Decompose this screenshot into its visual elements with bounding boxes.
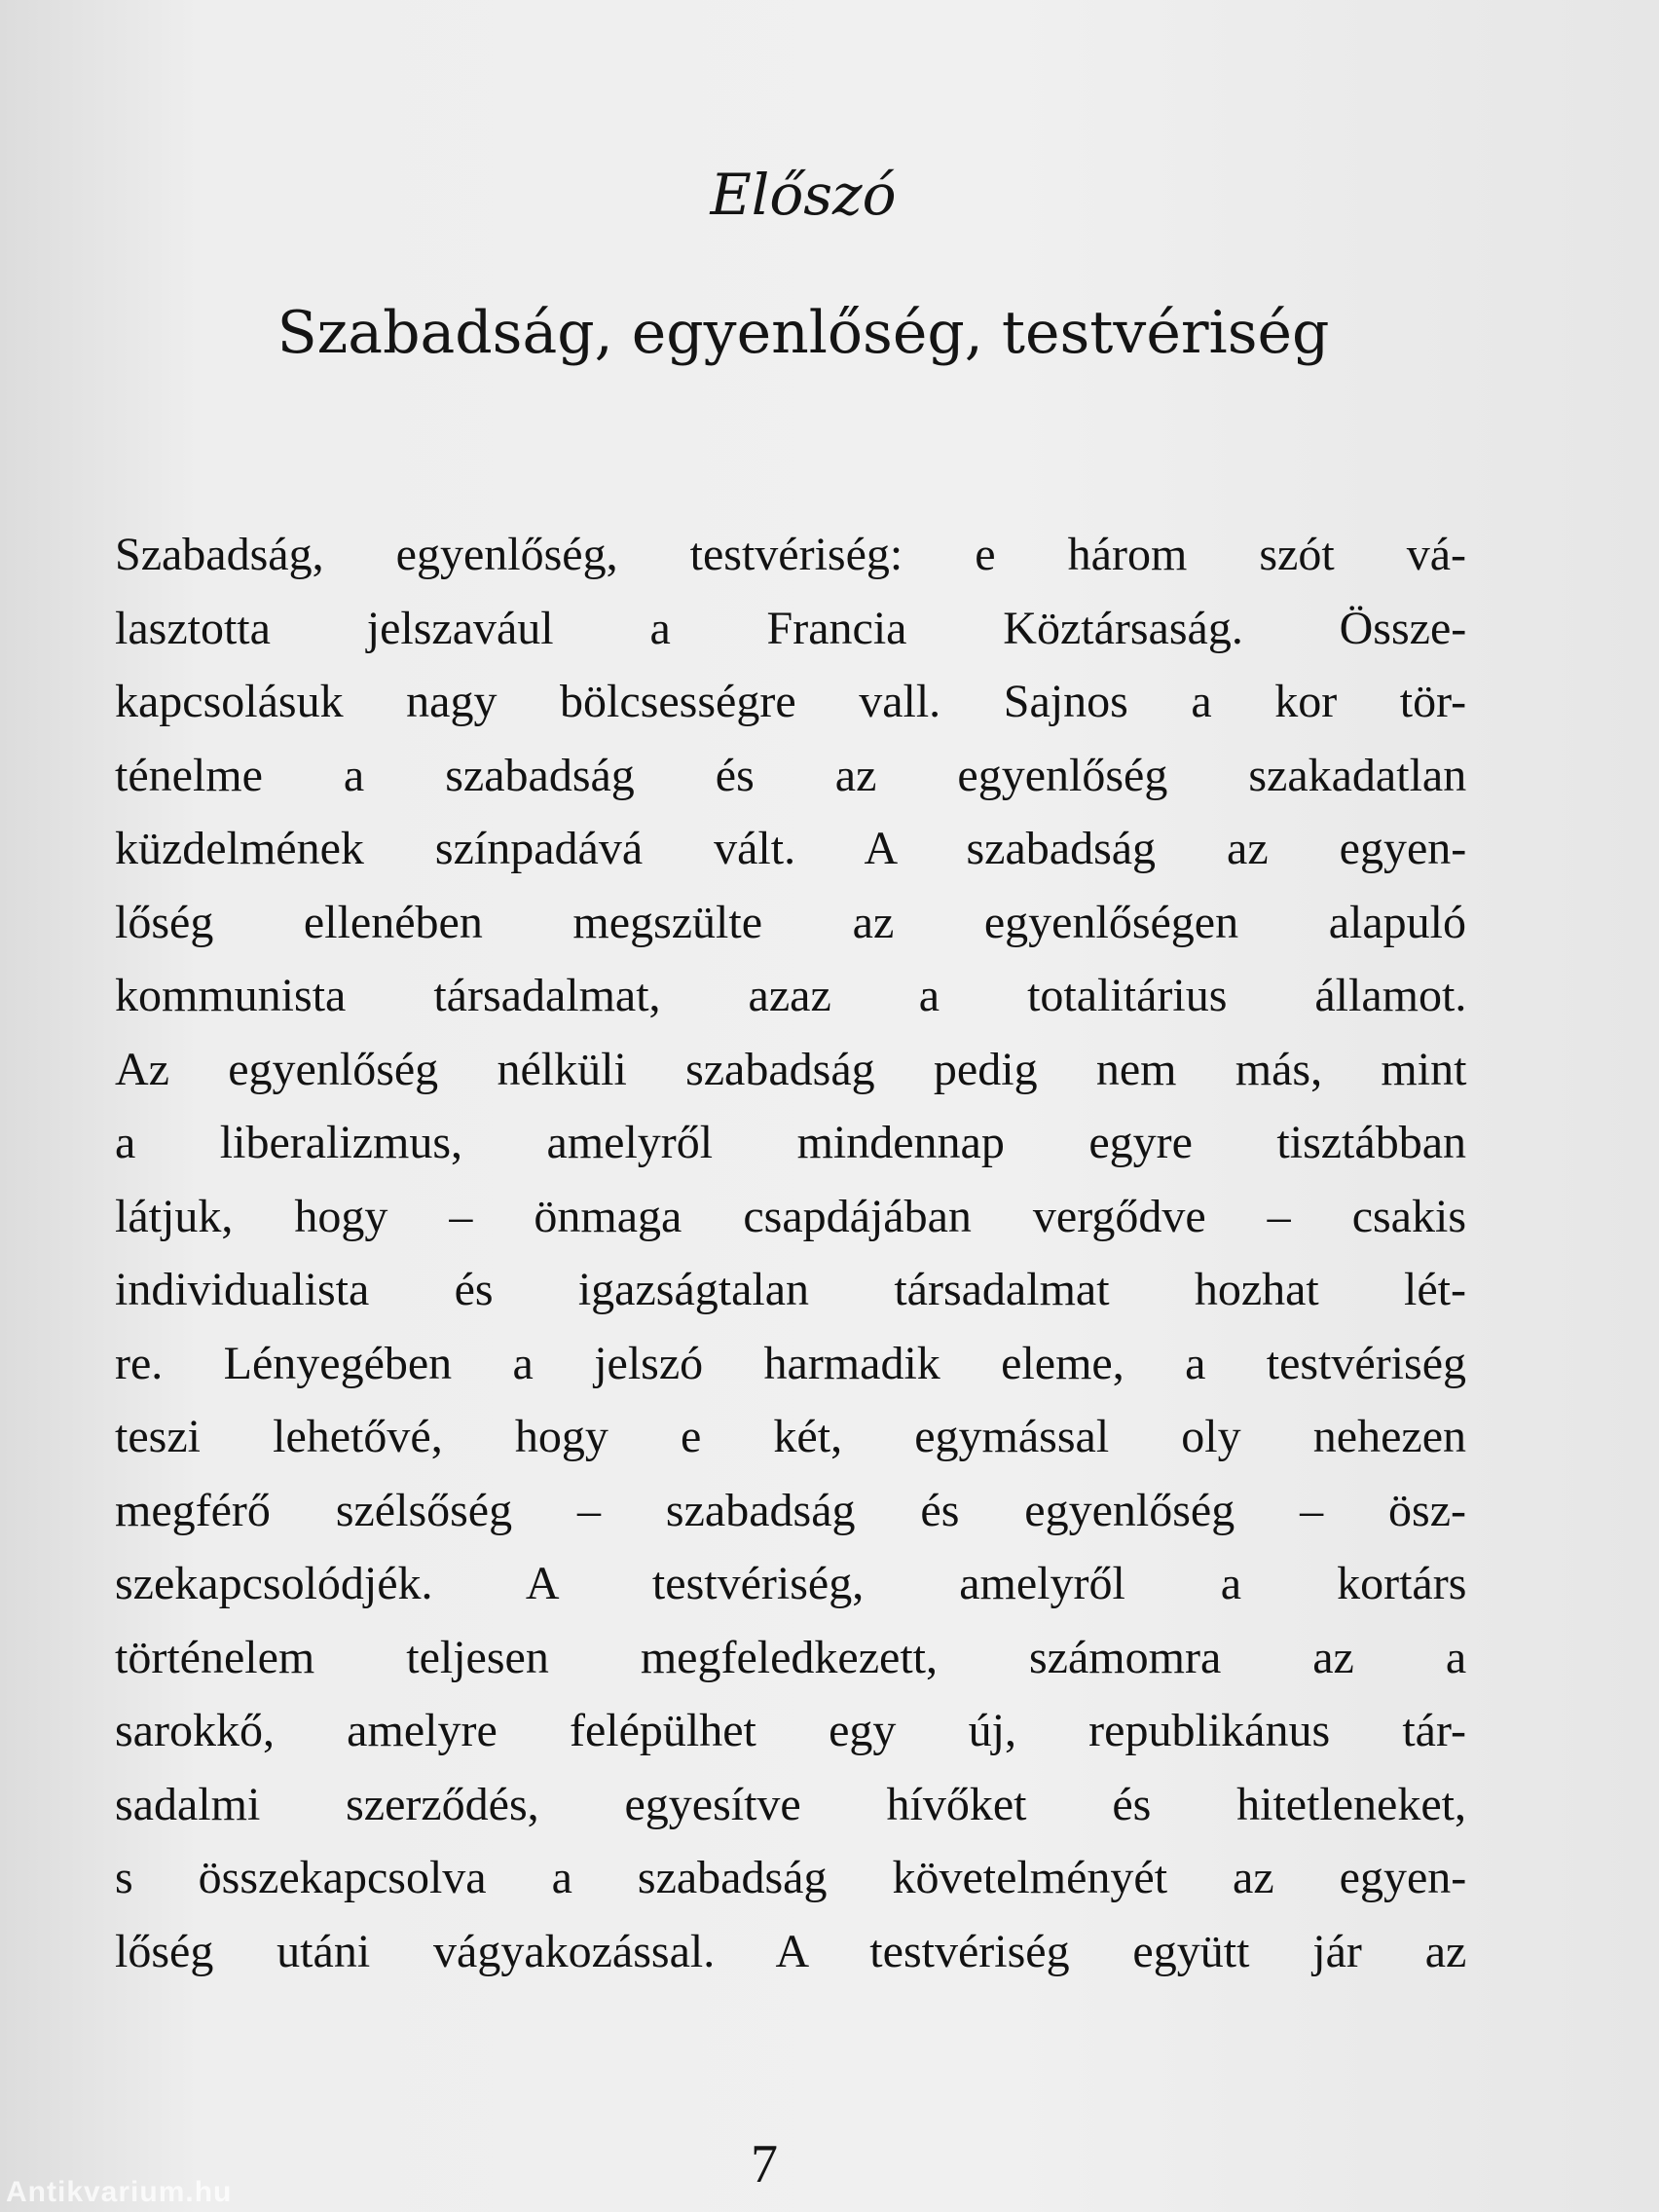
body-line: teszi lehetővé, hogy e két, egymással oly nehezen	[115, 1411, 1466, 1462]
page-number: 7	[751, 2134, 778, 2194]
chapter-label: Előszó	[710, 162, 897, 228]
body-line: ténelme a szabadság és az egyenlőség szakadatlan	[115, 749, 1467, 801]
body-line: kapcsolásuk nagy bölcsességre vall. Sajnos a kor tör-	[115, 676, 1467, 727]
body-line: individualista és igazságtalan társadalmat hozhat lét-	[115, 1264, 1466, 1315]
body-line: a liberalizmus, amelyről mindennap egyre tisztábban	[115, 1117, 1466, 1168]
body-line: sarokkő, amelyre felépülhet egy új, republikánus tár-	[115, 1705, 1466, 1756]
body-line: lőség utáni vágyakozással. A testvériség együtt jár az	[115, 1925, 1467, 1977]
body-line: lőség ellenében megszülte az egyenlőségen alapuló	[115, 896, 1466, 948]
body-line: lasztotta jelszavául a Francia Köztársaság. Össze-	[115, 602, 1467, 654]
body-line: látjuk, hogy – önmaga csapdájában vergődve – csakis	[115, 1190, 1466, 1242]
watermark: Antikvarium.hu	[6, 2176, 233, 2208]
body-line: s összekapcsolva a szabadság követelményét az egyen-	[115, 1852, 1467, 1903]
body-line: megférő szélsőség – szabadság és egyenlőség – ösz-	[115, 1484, 1466, 1536]
body-line: kommunista társadalmat, azaz a totalitárius államot.	[115, 970, 1467, 1021]
chapter-title: Szabadság, egyenlőség, testvériség	[276, 299, 1330, 367]
body-line: re. Lényegében a jelszó harmadik eleme, a testvériség	[115, 1337, 1466, 1389]
body-line: küzdelmének színpadává vált. A szabadság az egyen-	[115, 823, 1467, 874]
body-line: Az egyenlőség nélküli szabadság pedig nem más, mint	[115, 1043, 1467, 1095]
body-line: szekapcsolódjék. A testvériség, amelyről a kortárs	[115, 1558, 1467, 1609]
body-line: sadalmi szerződés, egyesítve hívőket és hitetleneket,	[115, 1778, 1466, 1830]
body-paragraph	[115, 518, 1466, 1988]
body-line: történelem teljesen megfeledkezett, számomra az a	[115, 1631, 1467, 1683]
body-line: Szabadság, egyenlőség, testvériség: e három szót vá-	[115, 529, 1466, 580]
